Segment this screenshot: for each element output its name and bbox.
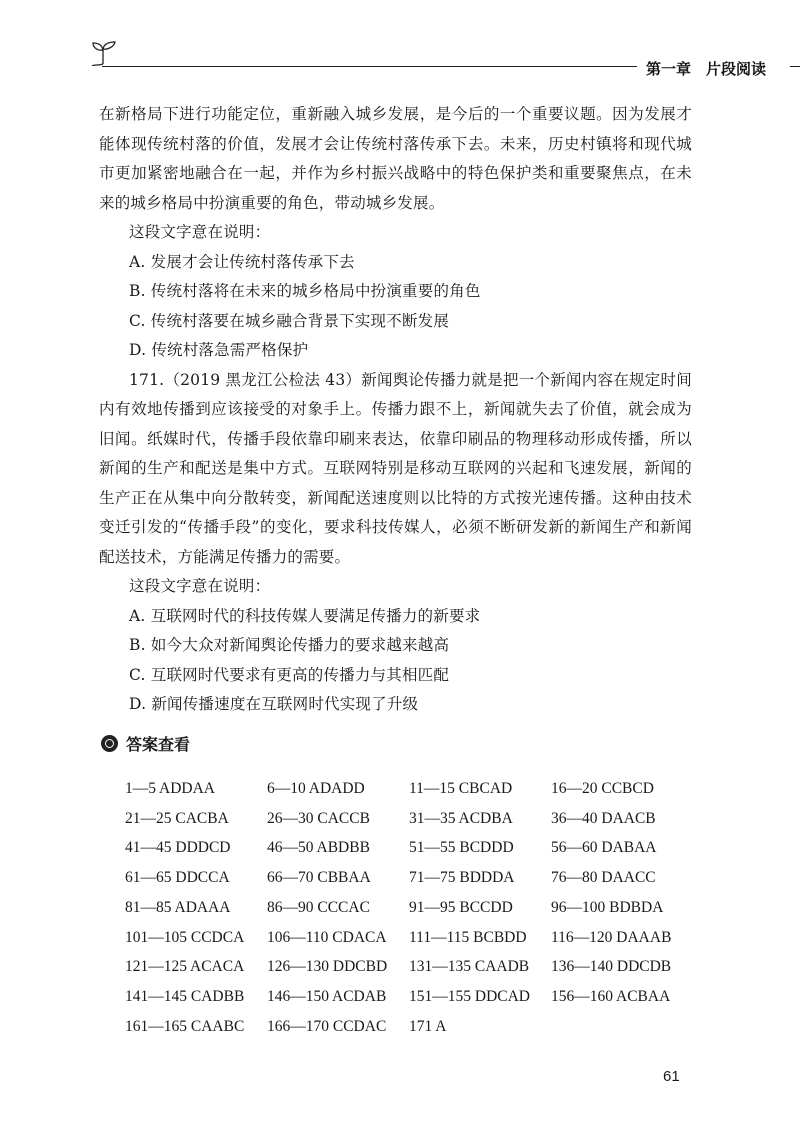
answer-entry: 101—105 CCDCA: [125, 928, 245, 946]
answer-entry: 51—55 BCDDD: [409, 839, 514, 857]
page-number: 61: [663, 1068, 680, 1085]
answer-entry: 146—150 ACDAB: [267, 987, 387, 1005]
passage-170-option-b: B. 传统村落将在未来的城乡格局中扮演重要的角色: [129, 282, 481, 300]
question-171-option-a: A. 互联网时代的科技传媒人要满足传播力的新要求: [129, 606, 481, 625]
chapter-title: 第一章 片段阅读: [646, 60, 767, 78]
answer-heading-label: 答案查看: [126, 735, 191, 754]
passage-170-option-d: D. 传统村落急需严格保护: [129, 341, 309, 359]
answer-entry: 141—145 CADBB: [125, 987, 245, 1005]
answer-entry: 126—130 DDCBD: [267, 958, 388, 976]
answer-entry: 156—160 ACBAA: [551, 987, 671, 1005]
answer-entry: 131—135 CAADB: [409, 958, 530, 976]
answer-entry: 16—20 CCBCD: [551, 780, 654, 797]
passage-170-option-c: C. 传统村落要在城乡融合背景下实现不断发展: [129, 311, 450, 330]
answer-entry: 1—5 ADDAA: [125, 780, 215, 797]
answer-entry: 76—80 DAACC: [551, 869, 656, 887]
answer-entry: 36—40 DAACB: [551, 809, 656, 827]
answer-entry: 31—35 ACDBA: [409, 809, 513, 827]
passage-170-question: 这段文字意在说明：: [129, 223, 271, 241]
question-171-option-d: D. 新闻传播速度在互联网时代实现了升级: [129, 695, 419, 713]
answer-entry: 66—70 CBBAA: [267, 869, 371, 887]
answer-entry: 81—85 ADAAA: [125, 898, 231, 916]
answer-entry: 46—50 ABDBB: [267, 839, 370, 857]
answer-entry: 111—115 BCBDD: [409, 928, 527, 946]
passage-170-text: 在新格局下进行功能定位，重新融入城乡发展，是今后的一个重要议题。因为发展才能体现传统村落的价值，发展才会让传统村落传承下去。未来，历史村镇将和现代城市更加紧密地融合在一起，并作为乡村振兴战略中的特色保护类和重要聚焦点，在未来的城乡格局中扮演重要的角色，带动城乡发展。: [99, 105, 692, 212]
answer-entry: 121—125 ACACA: [125, 958, 245, 976]
main-content: [99, 100, 692, 720]
answer-entry: 91—95 BCCDD: [409, 898, 513, 916]
question-171-question: 这段文字意在说明：: [129, 577, 271, 595]
answer-key-grid: [125, 774, 685, 1041]
answer-section-heading: [101, 732, 190, 755]
page-header: [90, 40, 800, 80]
answer-entry: 106—110 CDACA: [267, 928, 387, 946]
answer-entry: 41—45 DDDCD: [125, 839, 231, 857]
answer-entry: 6—10 ADADD: [267, 780, 365, 797]
header-rule-left: [102, 66, 637, 67]
answer-entry: 86—90 CCCAC: [267, 898, 370, 916]
answer-entry: 96—100 BDBDA: [551, 898, 664, 916]
answer-entry: 61—65 DDCCA: [125, 869, 230, 887]
answer-entry: 56—60 DABAA: [551, 839, 657, 857]
answer-entry: 26—30 CACCB: [267, 809, 370, 827]
header-rule-right: [790, 66, 800, 67]
answer-entry: 116—120 DAAAB: [551, 928, 672, 946]
answer-entry: 71—75 BDDDA: [409, 869, 515, 887]
answer-entry: 21—25 CACBA: [125, 809, 229, 827]
sprout-icon: [90, 40, 118, 66]
answer-entry: 151—155 DDCAD: [409, 987, 530, 1005]
answer-entry: 171 A: [409, 1017, 447, 1035]
question-171-option-c: C. 互联网时代要求有更高的传播力与其相匹配: [129, 665, 450, 684]
answer-entry: 11—15 CBCAD: [409, 780, 513, 797]
circle-bullet-icon: [101, 735, 118, 752]
question-171-text: 171.（2019 黑龙江公检法 43）新闻舆论传播力就是把一个新闻内容在规定时间内有效地传播到应该接受的对象手上。传播力跟不上，新闻就失去了价值，就会成为旧闻。纸媒时代，传播手段依靠印刷来表达，依靠印刷品的物理移动形成传播，所以新闻的生产和配送是集中方式。互联网特别是移动互联网的兴起和飞速发展，新闻的生产正在从集中向分散转变，新闻配送速度则以比特的方式按光速传播。这种由技术变迁引发的“传播手段”的变化，要求科技传媒人，必须不断研发新的新闻生产和新闻配送技术，方能满足传播力的需要。: [99, 370, 692, 566]
question-171-option-b: B. 如今大众对新闻舆论传播力的要求越来越高: [129, 636, 450, 654]
answer-entry: 166—170 CCDAC: [267, 1017, 387, 1035]
answer-entry: 136—140 DDCDB: [551, 958, 672, 976]
passage-170-option-a: A. 发展才会让传统村落传承下去: [129, 252, 355, 271]
answer-entry: 161—165 CAABC: [125, 1017, 245, 1035]
